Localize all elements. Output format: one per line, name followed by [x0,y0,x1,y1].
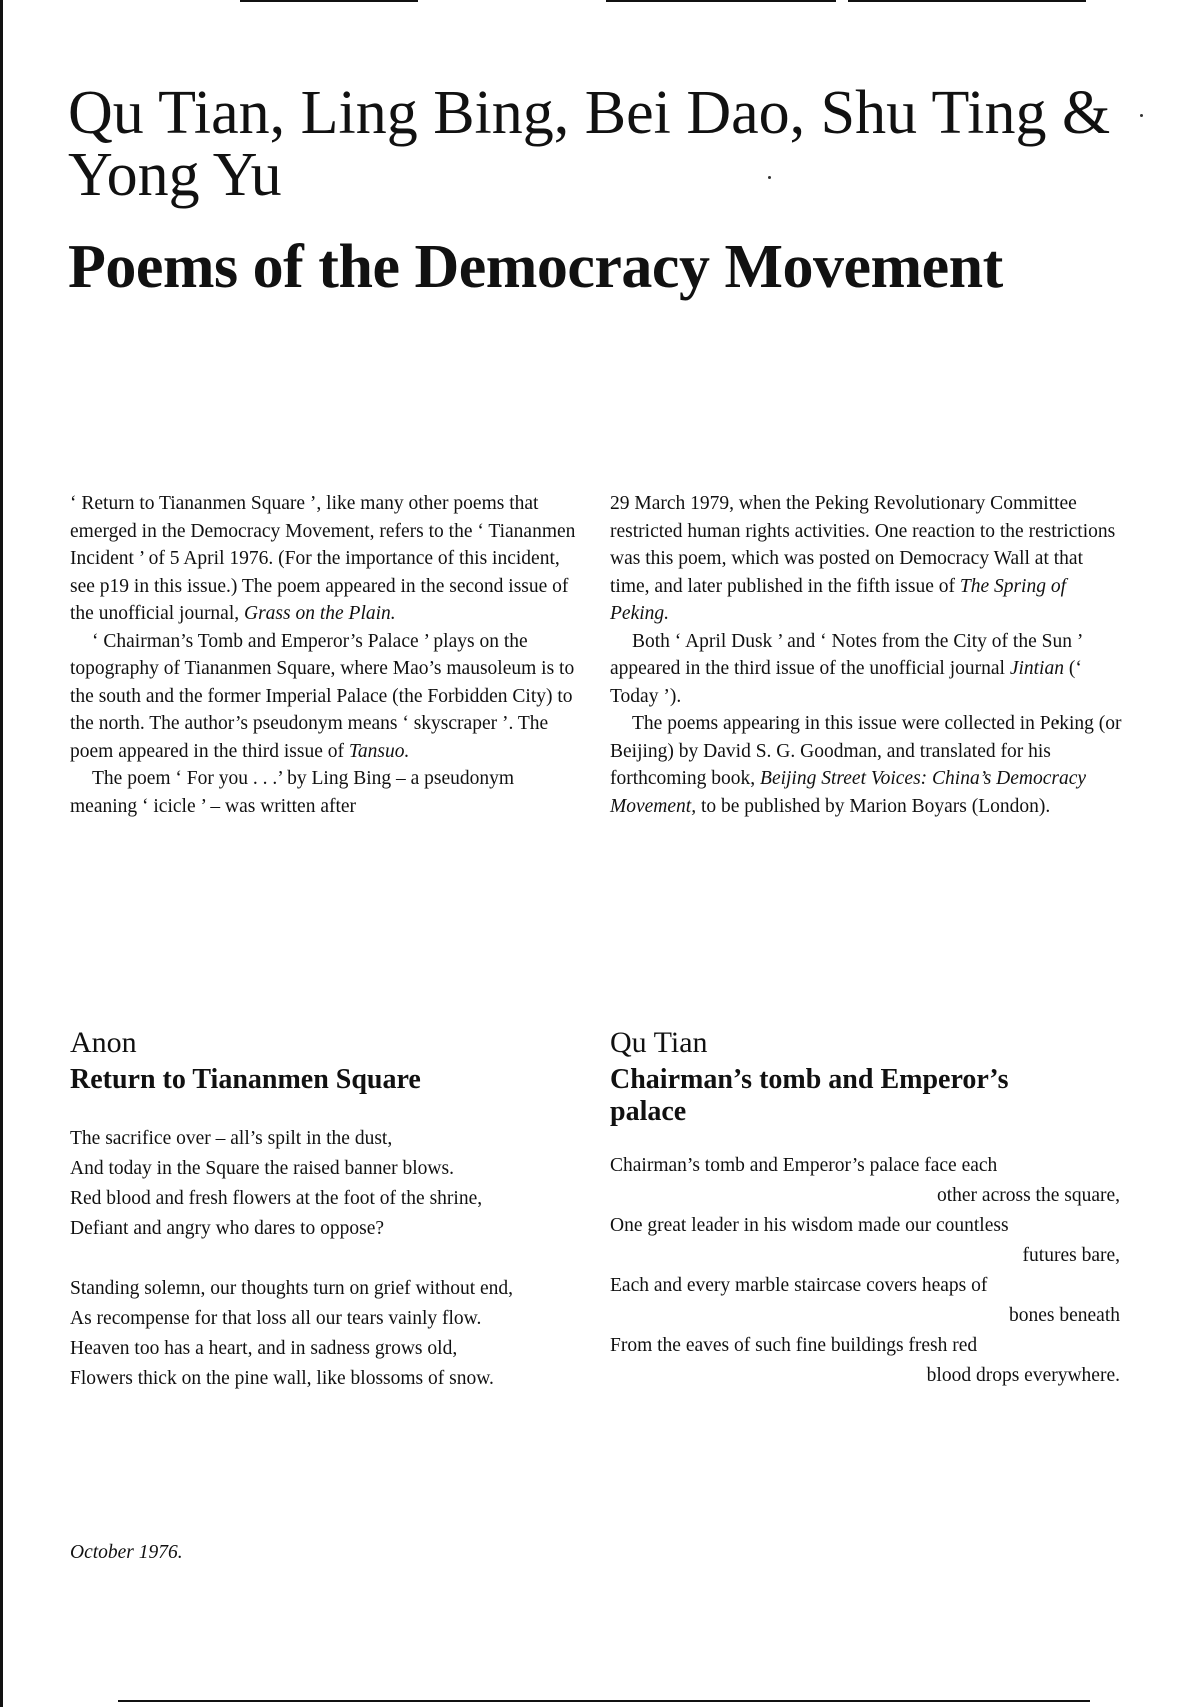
intro-paragraph: ‘ Chairman’s Tomb and Emperor’s Palace ’ plays on the topography of Tiananmen Square, where Mao’s mausoleum is to the south and the former Imperial Palace (the Forbidden City) to the north. The author’s pseudonym means ‘ skyscraper ’. The poem appeared in the third issue of Tansuo. [70,630,575,762]
intro-paragraph: 29 March 1979, when the Peking Revolutionary Committee restricted human rights activities. One reaction to the restrictions was this poem, which was posted on Democracy Wall at that time, and later published in the fifth issue of The Spring of Peking. [610,493,1116,624]
poem-chairmans-tomb [610,1151,1120,1391]
stanza [70,1274,570,1394]
poet-name: Qu Tian [610,1026,708,1059]
poem-line-continuation: futures bare, [1022,1245,1120,1266]
top-rule-mid [606,0,836,2]
poem-line: And today in the Square the raised banner blows. [70,1158,454,1179]
poem-line: From the eaves of such fine buildings fresh red [610,1335,978,1356]
intro-column-right [610,490,1122,820]
poem-title: Chairman’s tomb and Emperor’s palace [610,1064,1009,1127]
poem-line: Standing solemn, our thoughts turn on grief without end, [70,1278,514,1299]
poem-line: Red blood and fresh flowers at the foot of the shrine, [70,1188,483,1209]
intro-paragraph: The poems appearing in this issue were collected in Peking (or Beijing) by David S. G. Goodman, and translated for his forthcoming book, Beijing Street Voices: China’s Democracy Movement, to be published by Marion Boyars (London). [610,713,1122,817]
poem-line: Each and every marble staircase covers heaps of [610,1275,988,1296]
intro-paragraph: The poem ‘ For you . . .’ by Ling Bing – a pseudonym meaning ‘ icicle ’ – was written after [70,768,515,817]
intro-paragraph: ‘ Return to Tiananmen Square ’, like many other poems that emerged in the Democracy Movement, refers to the ‘ Tiananmen Incident ’ of 5 April 1976. (For the importance of this incident, see p19 in this issue.) The poem appeared in the second issue of the unofficial journal, Grass on the Plain. [70,493,576,624]
poet-name: Anon [70,1026,137,1059]
poem-line: Heaven too has a heart, and in sadness grows old, [70,1338,458,1359]
stanza [70,1124,570,1244]
poem-line-continuation: blood drops everywhere. [926,1365,1120,1386]
poem-date: October 1976. [70,1542,183,1563]
poem-line: The sacrifice over – all’s spilt in the dust, [70,1128,393,1149]
poem-line-continuation: other across the square, [936,1185,1120,1206]
authors-heading: Qu Tian, Ling Bing, Bei Dao, Shu Ting & Yong Yu [68,79,1111,209]
poem-line: One great leader in his wisdom made our countless [610,1215,1009,1236]
speck [1140,114,1143,117]
poem-line: As recompense for that loss all our tears vainly flow. [70,1308,482,1329]
poem-title: Return to Tiananmen Square [70,1064,421,1095]
left-page-edge [0,0,3,1707]
poem-line: Defiant and angry who dares to oppose? [70,1218,385,1239]
poem-line: Flowers thick on the pine wall, like blossoms of snow. [70,1368,494,1389]
poem-return-to-tiananmen [70,1124,570,1424]
poem-line-continuation: bones beneath [1008,1305,1120,1326]
top-rule-left [240,0,418,2]
poem-line: Chairman’s tomb and Emperor’s palace face each [610,1155,998,1176]
bottom-rule [118,1700,1090,1702]
top-rule-right [848,0,1086,2]
intro-paragraph: Both ‘ April Dusk ’ and ‘ Notes from the City of the Sun ’ appeared in the third issue of the unofficial journal Jintian (‘ Today ’). [610,630,1082,707]
article-title: Poems of the Democracy Movement [68,233,1003,301]
intro-column-left [70,490,582,820]
